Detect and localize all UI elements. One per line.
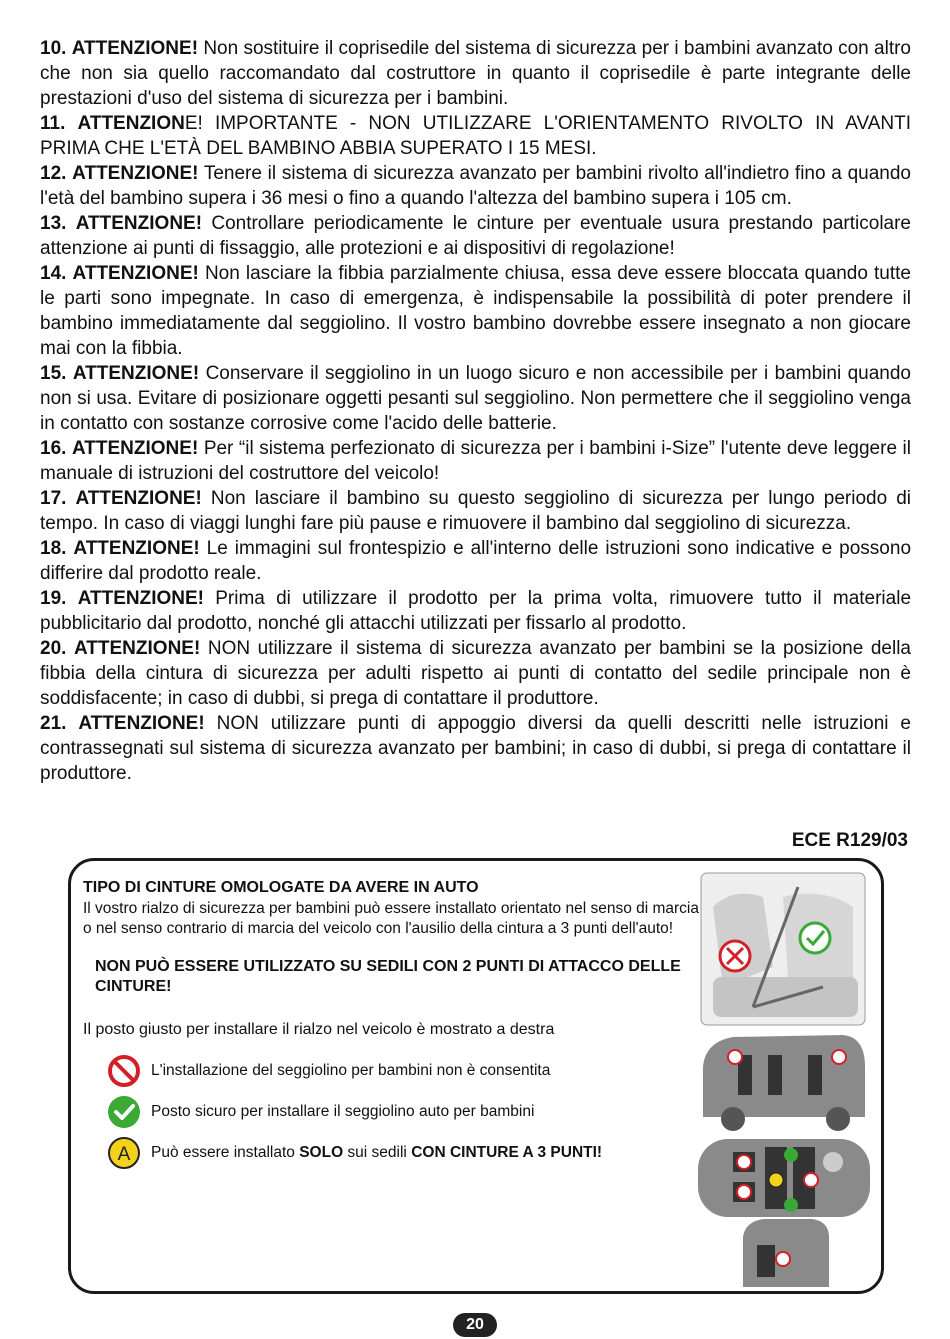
legend-row-prohibited [107,1051,705,1091]
legend-text-a: Può essere installato SOLO sui sedili CON CINTURE A 3 PUNTI! [151,1144,603,1161]
seat-belt-photo [701,873,865,1025]
check-icon [107,1095,141,1129]
prohibited-icon [107,1054,141,1088]
warning-17: 17. ATTENZIONE! Non lasciare il bambino su questo seggiolino di sicurezza per lungo periodo di tempo. In caso di viaggi lunghi fare più pause e rimuovere il bambino dal seggiolino di sicurezza. [40,488,911,534]
warnings-list [40,36,911,786]
car-side-view [703,1035,865,1131]
box-warning: NON PUÒ ESSERE UTILIZZATO SU SEDILI CON 2 PUNTI DI ATTACCO DELLE CINTURE! [95,958,681,995]
car-diagrams [693,867,873,1287]
warning-14: 14. ATTENZIONE! Non lasciare la fibbia parzialmente chiusa, essa deve essere bloccata quando tutte le parti sono impegnate. In caso di emergenza, è indispensabile la possibilità di poter prendere il bambino immediatamente dal seggiolino. Il vostro bambino dovrebbe essere insegnato a non giocare mai con la fibbia. [40,263,911,359]
box-position-note: Il posto giusto per installare il rialzo nel veicolo è mostrato a destra [83,1021,555,1038]
warning-19: 19. ATTENZIONE! Prima di utilizzare il prodotto per la prima volta, rimuovere tutto il materiale pubblicitario dal prodotto, nonché gli attacchi utilizzati per fissarlo al prodotto. [40,588,912,634]
box-title: TIPO DI CINTURE OMOLOGATE DA AVERE IN AUTO [83,879,479,896]
warning-10: 10. ATTENZIONE! Non sostituire il coprisedile del sistema di sicurezza per i bambini avanzato con altro che non sia quello raccomandato dal costruttore in quanto il coprisedile è parte integrante delle prestazioni d'uso del sistema di sicurezza per i bambini. [40,38,911,109]
warning-18: 18. ATTENZIONE! Le immagini sul frontespizio e all'interno delle istruzioni sono indicative e possono differire dal prodotto reale. [40,538,912,584]
belt-info-box [68,858,884,1294]
legend-text-check: Posto sicuro per installare il seggiolino auto per bambini [151,1103,535,1120]
warning-12: 12. ATTENZIONE! Tenere il sistema di sicurezza avanzato per bambini rivolto all'indietro fino a quando l'età del bambino supera i 36 mesi o fino a quando l'altezza del bambino supera i 105 cm. [40,163,911,209]
warning-11: 11. ATTENZIONE! IMPORTANTE - NON UTILIZZARE L'ORIENTAMENTO RIVOLTO IN AVANTI PRIMA CHE L'ETÀ DEL BAMBINO ABBIA SUPERATO I 15 MESI. [40,113,911,159]
warning-13: 13. ATTENZIONE! Controllare periodicamente le cinture per eventuale usura prestando particolare attenzione ai punti di fissaggio, alle protezioni e ai dispositivi di regolazione! [40,213,912,259]
svg-text:A: A [117,1144,131,1165]
warning-20: 20. ATTENZIONE! NON utilizzare il sistema di sicurezza avanzato per bambini se la posizione della fibbia della cintura di sicurezza per adulti rispetto ai punti di contatto del sedile principale non è soddisfacente; in caso di dubbi, si prega di contattare il produttore. [40,638,911,709]
belt-info-text [83,879,705,1173]
legend [107,1051,705,1173]
car-top-view [698,1139,870,1217]
letter-a-icon [107,1136,141,1170]
ece-standard-label: ECE R129/03 [791,830,908,851]
page-number: 20 [453,1313,497,1337]
legend-row-a [107,1133,705,1173]
legend-row-check [107,1092,705,1132]
ok-icon-seat-right [800,923,830,953]
box-intro: Il vostro rialzo di sicurezza per bambini può essere installato orientato nel senso di marcia o nel senso contrario di marcia del veicolo con l'ausilio della cintura a 3 punti dell'auto! [83,900,699,937]
legend-text-prohibited: L'installazione del seggiolino per bambini non è consentita [151,1062,551,1079]
warning-16: 16. ATTENZIONE! Per “il sistema perfezionato di sicurezza per i bambini i-Size” l'utente deve leggere il manuale di istruzioni del costruttore del veicolo! [40,438,911,484]
rear-seat-view [743,1219,829,1287]
warning-21: 21. ATTENZIONE! NON utilizzare punti di appoggio diversi da quelli descritti nelle istruzioni e contrassegnati sul sistema di sicurezza avanzato per bambini; in caso di dubbi, si prega di contattare il produttore. [40,713,911,784]
warning-15: 15. ATTENZIONE! Conservare il seggiolino in un luogo sicuro e non accessibile per i bambini quando non si usa. Evitare di posizionare oggetti pesanti sul seggiolino. Non permettere che il seggiolino venga in contatto con sostanze corrosive come l'acido delle batterie. [40,363,911,434]
